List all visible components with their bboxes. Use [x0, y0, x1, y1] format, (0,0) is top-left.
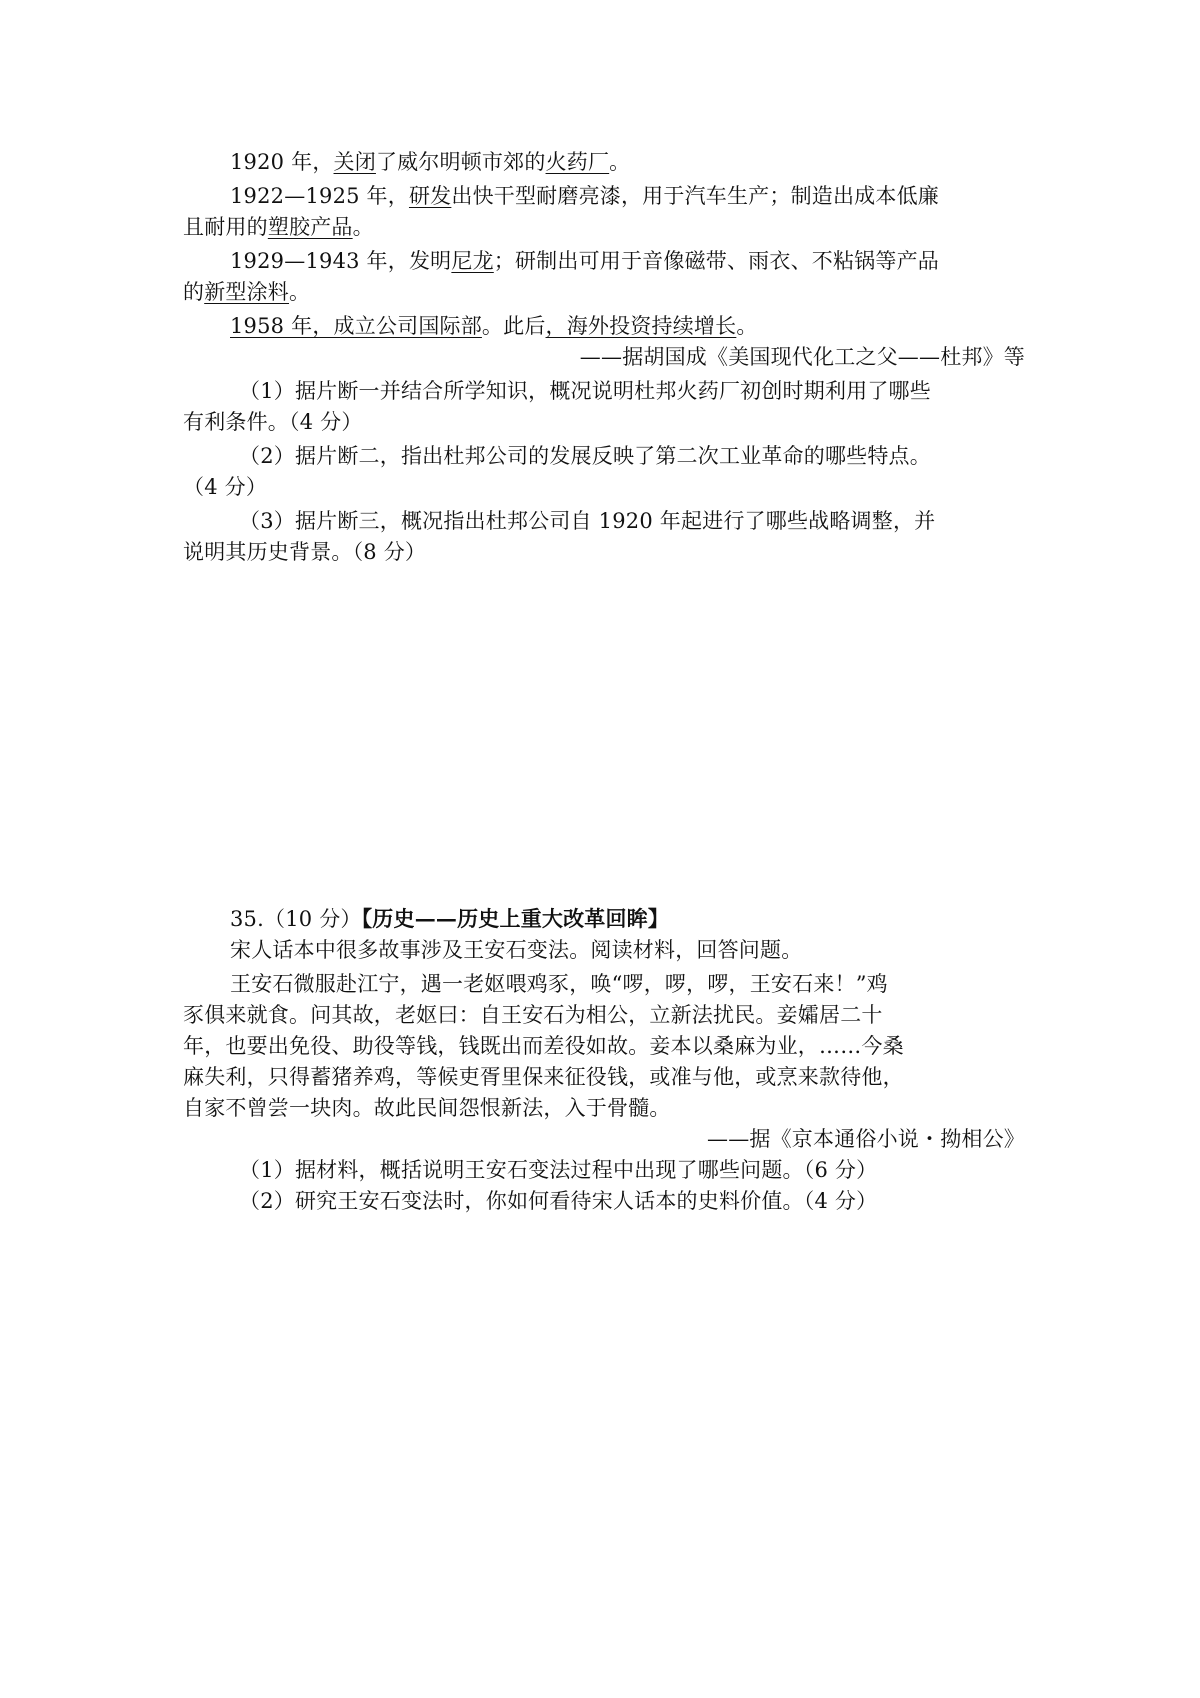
- underlined-text: 尼龙: [451, 249, 494, 273]
- paragraph-1920: [183, 147, 1025, 178]
- paragraph-1922-line1: [183, 181, 1025, 212]
- paragraph-1929-line1: [183, 246, 1025, 277]
- underlined-text: ，海外投资持续增长: [545, 314, 737, 338]
- text: 。: [352, 215, 374, 239]
- paragraph-1922-line2: [183, 212, 1025, 243]
- passage-line: 王安石微服赴江宁，遇一老妪喂鸡豕，唤“啰，啰，啰，王安石来！”鸡: [230, 972, 888, 996]
- underlined-text: 火药厂: [545, 150, 610, 174]
- question-2-line2: （4 分）: [183, 475, 268, 499]
- passage-line: 豕俱来就食。问其故，老妪曰：自王安石为相公，立新法扰民。妾孀居二十: [183, 1003, 883, 1027]
- text: 1922—1925 年，: [230, 184, 409, 208]
- question-1: （1）据材料，概括说明王安石变法过程中出现了哪些问题。（6 分）: [239, 1158, 878, 1182]
- text: 。此后: [481, 314, 546, 338]
- question-3-line1: （3）据片断三，概况指出杜邦公司自 1920 年起进行了哪些战略调整，并: [239, 509, 936, 533]
- question-1-line1: （1）据片断一并结合所学知识，概况说明杜邦火药厂初创时期利用了哪些: [239, 379, 931, 403]
- underlined-text: 研发: [408, 184, 452, 208]
- paragraph-1958: [183, 311, 1025, 342]
- text: 1929—1943 年，发明: [230, 249, 452, 273]
- question-35-heading: [183, 903, 1025, 935]
- question-intro: 宋人话本中很多故事涉及王安石变法。阅读材料，回答问题。: [230, 938, 803, 962]
- question-1-line2: 有利条件。（4 分）: [183, 410, 363, 434]
- question-2-line1: （2）据片断二，指出杜邦公司的发展反映了第二次工业革命的哪些特点。: [239, 444, 931, 468]
- text: 。: [736, 314, 758, 338]
- passage-line: 麻失利，只得蓄猪养鸡，等候吏胥里保来征役钱，或准与他，或烹来款待他，: [183, 1065, 904, 1089]
- text: 的: [183, 280, 205, 304]
- text: 。: [609, 150, 631, 174]
- underlined-text: 新型涂料: [204, 280, 290, 304]
- material-section-dupont: [183, 147, 1025, 568]
- text: 了威尔明顿市郊的: [375, 150, 546, 174]
- text: 出快干型耐磨亮漆，用于汽车生产；制造出成本低廉: [451, 184, 939, 208]
- source-citation: ——据胡国成《美国现代化工之父——杜邦》等: [579, 345, 1025, 369]
- question-topic: 【历史——历史上重大改革回眸】: [361, 906, 670, 931]
- text: 。: [289, 280, 311, 304]
- text: ；研制出可用于音像磁带、雨衣、不粘锅等产品: [493, 249, 939, 273]
- passage-line: 自家不曾尝一块肉。故此民间怨恨新法，入于骨髓。: [183, 1096, 671, 1120]
- underlined-text: 关闭: [333, 150, 376, 174]
- underlined-text: 塑胶产品: [267, 215, 353, 239]
- question-35-section: [183, 903, 1025, 1217]
- source-citation: ——据《京本通俗小说・拗相公》: [707, 1127, 1025, 1151]
- text: 且耐用的: [183, 215, 268, 239]
- text: 1920 年，: [230, 150, 334, 174]
- underlined-text: 1958 年，成立公司国际部: [230, 314, 482, 338]
- paragraph-1929-line2: [183, 277, 1025, 308]
- question-3-line2: 说明其历史背景。（8 分）: [183, 540, 427, 564]
- passage-line: 年，也要出免役、助役等钱，钱既出而差役如故。妾本以桑麻为业，……今桑: [183, 1034, 904, 1058]
- question-number: 35.（10 分）: [230, 907, 362, 931]
- question-2: （2）研究王安石变法时，你如何看待宋人话本的史料价值。（4 分）: [239, 1189, 878, 1213]
